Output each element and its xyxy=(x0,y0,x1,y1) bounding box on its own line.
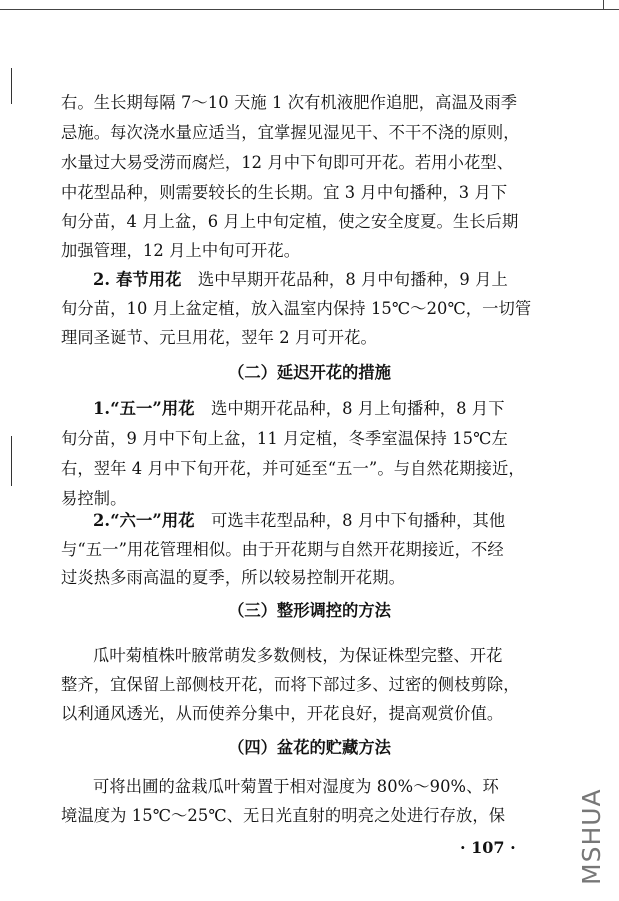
section-heading-4: （四）盆花的贮藏方法 xyxy=(228,738,391,757)
text-line: 中花型品种，则需要较长的生长期。宜 3 月中旬播种，3 月下 xyxy=(61,183,508,202)
text-line: 境温度为 15℃～25℃、无日光直射的明亮之处进行存放，保 xyxy=(61,806,506,825)
text-line: 过炎热多雨高温的夏季，所以较易控制开花期。 xyxy=(61,568,406,587)
watermark xyxy=(570,772,610,887)
text-line: 易控制。 xyxy=(61,489,127,508)
text-line: 加强管理，12 月上中旬可开花。 xyxy=(61,241,301,260)
text-line xyxy=(93,398,551,420)
section-heading-3: （三）整形调控的方法 xyxy=(228,601,391,620)
text-line: 整齐，宜保留上部侧枝开花，而将下部过多、过密的侧枝剪除， xyxy=(61,675,520,694)
paragraph-text: 选中早期开花品种，8 月中旬播种，9 月上 xyxy=(181,270,508,289)
text-line: 与“五一”用花管理相似。由于开花期与自然开花期接近，不经 xyxy=(61,540,504,559)
text-line: 以利通风透光，从而使养分集中，开花良好，提高观赏价值。 xyxy=(61,704,504,723)
text-line: 理同圣诞节、元旦用花，翌年 2 月可开花。 xyxy=(61,328,377,347)
watermark-text: MSHUA xyxy=(577,788,606,885)
text-line: 瓜叶菊植株叶腋常萌发多数侧枝，为保证株型完整、开花 xyxy=(93,646,503,665)
paragraph-lead: 2.“六一”用花 xyxy=(93,511,195,530)
scan-edge-left-2 xyxy=(11,436,12,486)
text-line: 水量过大易受涝而腐烂，12 月中下旬即可开花。若用小花型、 xyxy=(61,153,514,172)
paragraph-lead: 1.“五一”用花 xyxy=(93,399,195,418)
text-line: 旬分苗，4 月上盆，6 月上中旬定植，使之安全度夏。生长后期 xyxy=(61,212,519,231)
paragraph-lead: 2. 春节用花 xyxy=(93,270,182,289)
text-line: 可将出圃的盆栽瓜叶菊置于相对湿度为 80%～90%、环 xyxy=(93,777,499,796)
text-line: 右。生长期每隔 7～10 天施 1 次有机液肥作追肥，高温及雨季 xyxy=(61,93,518,112)
paragraph-text: 选中期开花品种，8 月上旬播种，8 月下 xyxy=(194,399,505,418)
text-line: 右，翌年 4 月中下旬开花，并可延至“五一”。与自然花期接近， xyxy=(61,459,525,478)
text-line: 旬分苗，10 月上盆定植，放入温室内保持 15℃～20℃，一切管 xyxy=(61,299,532,318)
text-line xyxy=(93,510,551,532)
text-line xyxy=(93,269,551,291)
scan-edge-top xyxy=(0,9,619,10)
scan-edge-mark xyxy=(603,0,604,10)
text-line: 忌施。每次浇水量应适当，宜掌握见湿见干、不干不浇的原则， xyxy=(61,123,520,142)
text-line: 旬分苗，9 月中下旬上盆，11 月定植，冬季室温保持 15℃左 xyxy=(61,429,508,448)
section-heading-2: （二）延迟开花的措施 xyxy=(228,363,391,382)
scan-edge-left-1 xyxy=(11,68,12,104)
paragraph-text: 可选丰花型品种，8 月中下旬播种，其他 xyxy=(194,511,506,530)
page-number: · 107 · xyxy=(460,838,516,857)
